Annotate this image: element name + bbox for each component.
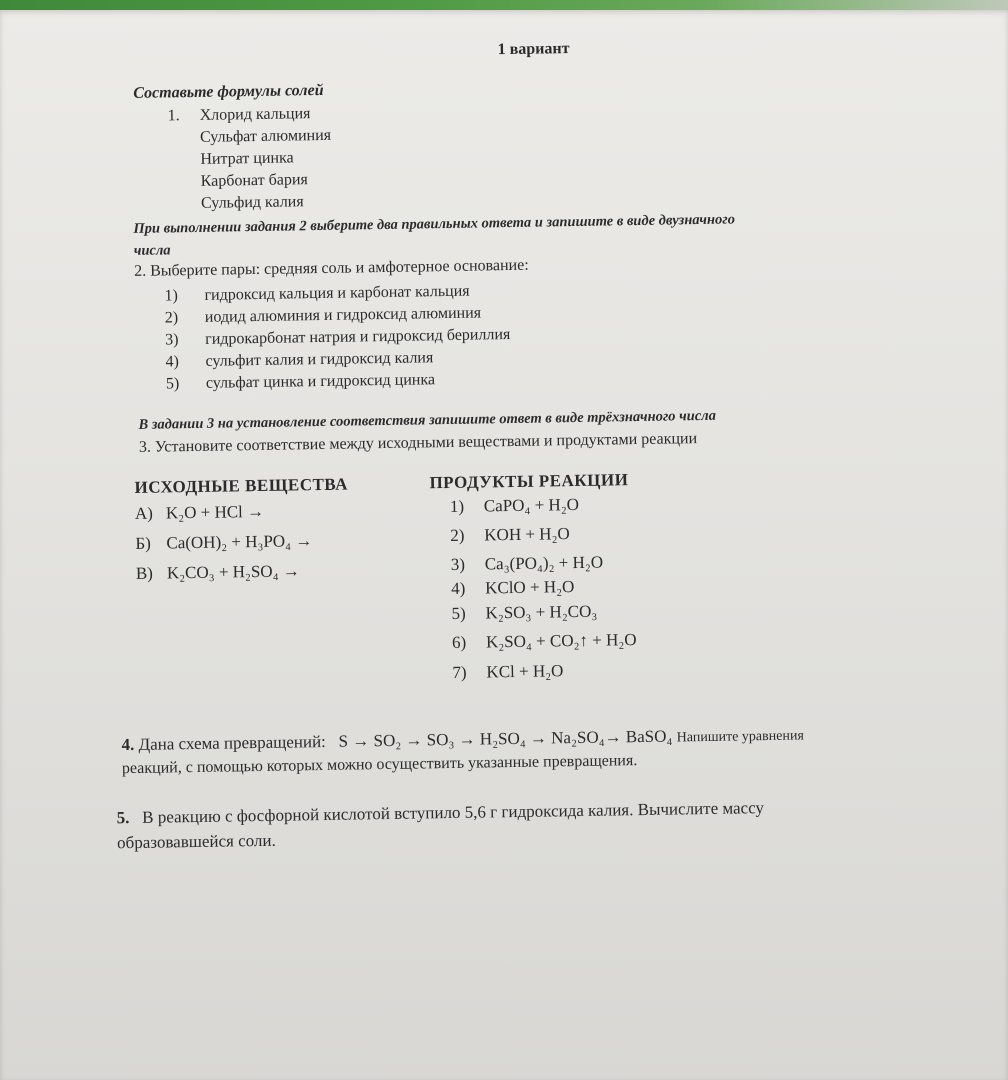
task4-line2: реакций, с помощью которых можно осуществить указанные превращения.: [121, 752, 638, 778]
task5-text: В реакцию с фосфорной кислотой вступило 5,6 г гидроксида калия. Вычислите массу: [142, 798, 765, 827]
task2-option-text: гидрокарбонат натрия и гидроксид бериллия: [205, 326, 511, 348]
task2-instruction: При выполнении задания 2 выберите два правильных ответа и запишите в виде двузначного: [133, 211, 736, 237]
reactant-label: Б): [135, 533, 151, 553]
task1-item: Сульфид калия: [200, 193, 304, 212]
product-formula: CaPO₄ + H₂O: [483, 494, 580, 516]
task1-item: Хлорид кальция: [199, 105, 311, 124]
task2-option-num: 4): [165, 353, 180, 371]
reactant-label: А): [134, 503, 154, 523]
task2-option-text: сульфат цинка и гидроксид цинка: [205, 371, 436, 392]
task4-tail: Напишите уравнения: [676, 728, 804, 746]
product-num: 1): [449, 496, 465, 516]
task2-option-num: 2): [164, 309, 179, 327]
task5-line2: образовавшейся соли.: [116, 830, 276, 853]
reactant-label: В): [135, 563, 154, 583]
task2-option-num: 1): [164, 287, 178, 305]
paper-sheet: [0, 10, 1008, 1080]
task1-heading: Составьте формулы солей: [133, 81, 324, 102]
product-formula: KOH + H₂O: [484, 524, 570, 545]
product-num: 6): [451, 632, 467, 652]
product-num: 7): [452, 662, 467, 682]
product-formula: KClO + H₂O: [484, 577, 575, 598]
worksheet-content: [0, 10, 1008, 1070]
task2-question: 2. Выберите пары: средняя соль и амфотерное основание:: [133, 256, 529, 280]
task3-question: 3. Установите соответствие между исходными веществами и продуктами реакции: [138, 430, 698, 456]
task5-line1: [117, 798, 765, 828]
task2-option-text: сульфит калия и гидроксид калия: [205, 349, 434, 370]
task5-number: 5.: [116, 808, 130, 828]
product-num: 5): [451, 603, 466, 623]
task2-option-text: иодид алюминия и гидроксид алюминия: [204, 304, 482, 326]
task4-text: Дана схема превращений:: [138, 731, 326, 754]
task1-item: Сульфат алюминия: [199, 126, 332, 146]
products-header: ПРОДУКТЫ РЕАКЦИИ: [429, 470, 629, 493]
product-formula: K₂SO₄ + CO₂↑ + H₂O: [485, 630, 637, 652]
task4-number: 4.: [121, 734, 135, 755]
reactant-formula: K₂CO₃ + H₂SO₄ →: [166, 561, 300, 583]
product-num: 3): [450, 554, 466, 574]
task4-scheme: S → SO₂ → SO₃ → H₂SO₄ → Na₂SO₄→ BaSO₄: [338, 726, 673, 751]
task2-option-num: 3): [165, 331, 179, 349]
product-formula: KCl + H₂O: [486, 661, 564, 682]
product-formula: Ca₃(PO₄)₂ + H₂O: [484, 552, 604, 574]
task3-instruction: В задании 3 на установление соответствия запишите ответ в виде трёхзначного числа: [138, 407, 717, 433]
task2-instruction-cont: числа: [133, 242, 171, 259]
task2-option-num: 5): [165, 375, 180, 393]
product-num: 4): [450, 578, 466, 598]
product-num: 2): [450, 525, 465, 545]
reactant-formula: Ca(OH)₂ + H₃PO₄ →: [166, 531, 313, 553]
variant-title: 1 вариант: [497, 40, 570, 59]
task1-item: Карбонат бария: [200, 171, 308, 190]
reactant-formula: K₂O + HCl →: [165, 501, 265, 523]
task2-option-text: гидроксид кальция и карбонат кальция: [204, 282, 470, 304]
reactants-header: ИСХОДНЫЕ ВЕЩЕСТВА: [134, 474, 349, 497]
task1-item: Нитрат цинка: [200, 149, 294, 168]
task1-number: 1.: [167, 107, 180, 125]
product-formula: K₂SO₃ + H₂CO₃: [485, 601, 598, 623]
task4-line1: [121, 724, 804, 757]
